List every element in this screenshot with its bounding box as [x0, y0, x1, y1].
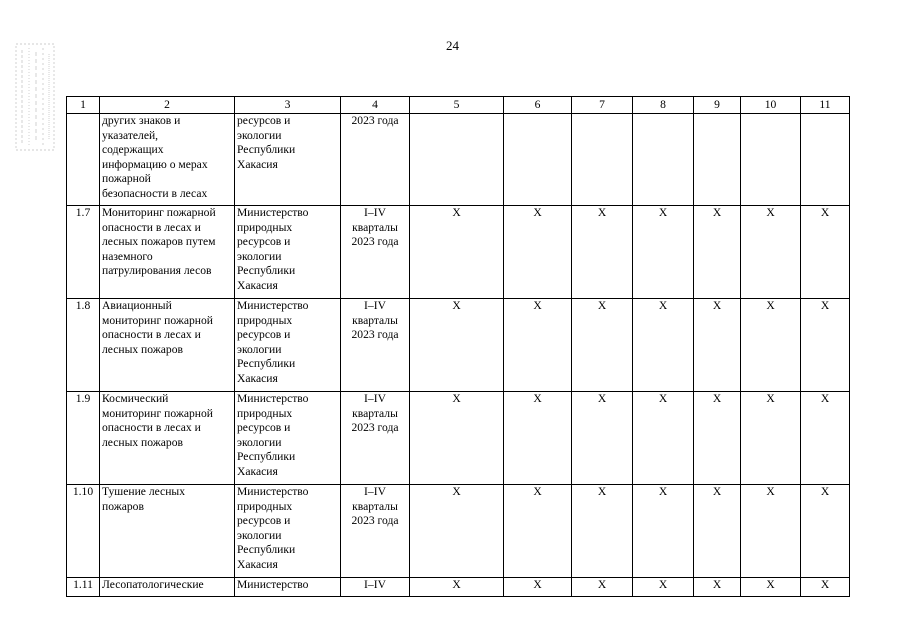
mark-cell-col-5: X [410, 485, 504, 578]
period-cell: I–IV кварталы 2023 года [341, 299, 410, 392]
mark-cell-col-11: X [801, 485, 850, 578]
mark-cell-col-11: X [801, 578, 850, 597]
row-number-cell: 1.7 [67, 206, 100, 299]
activity-name-cell: Тушение лесных пожаров [100, 485, 235, 578]
column-header-2: 2 [100, 97, 235, 114]
mark-cell-col-10: X [741, 485, 801, 578]
executor-cell: Министерство природных ресурсов и экологии Республики Хакасия [235, 485, 341, 578]
executor-cell: Министерство природных ресурсов и экологии Республики Хакасия [235, 299, 341, 392]
column-header-11: 11 [801, 97, 850, 114]
column-header-10: 10 [741, 97, 801, 114]
column-header-4: 4 [341, 97, 410, 114]
mark-cell-col-5: X [410, 578, 504, 597]
mark-cell-col-7: X [572, 485, 633, 578]
period-cell: I–IV кварталы 2023 года [341, 392, 410, 485]
mark-cell-col-6: X [504, 299, 572, 392]
plan-table [66, 96, 850, 597]
executor-cell: Министерство [235, 578, 341, 597]
mark-cell-col-9: X [694, 485, 741, 578]
period-cell: I–IV [341, 578, 410, 597]
mark-cell-col-9: X [694, 206, 741, 299]
mark-cell-col-10: X [741, 299, 801, 392]
period-cell: I–IV кварталы 2023 года [341, 206, 410, 299]
mark-cell-col-6: X [504, 392, 572, 485]
mark-cell-col-8 [633, 114, 694, 206]
period-cell: I–IV кварталы 2023 года [341, 485, 410, 578]
column-header-7: 7 [572, 97, 633, 114]
header-row [67, 97, 850, 114]
mark-cell-col-7: X [572, 392, 633, 485]
column-header-6: 6 [504, 97, 572, 114]
row-number-cell: 1.11 [67, 578, 100, 597]
row-number-cell [67, 114, 100, 206]
mark-cell-col-10: X [741, 578, 801, 597]
registration-stamp-mark [14, 42, 56, 152]
mark-cell-col-6: X [504, 485, 572, 578]
mark-cell-col-8: X [633, 206, 694, 299]
mark-cell-col-9 [694, 114, 741, 206]
mark-cell-col-7 [572, 114, 633, 206]
executor-cell: Министерство природных ресурсов и экологии Республики Хакасия [235, 206, 341, 299]
mark-cell-col-11: X [801, 299, 850, 392]
period-cell: 2023 года [341, 114, 410, 206]
activity-name-cell: Мониторинг пожарной опасности в лесах и лесных пожаров путем наземного патрулирования лесов [100, 206, 235, 299]
row-number-cell: 1.10 [67, 485, 100, 578]
mark-cell-col-5 [410, 114, 504, 206]
column-header-5: 5 [410, 97, 504, 114]
mark-cell-col-7: X [572, 299, 633, 392]
mark-cell-col-5: X [410, 392, 504, 485]
table-row [67, 114, 850, 206]
mark-cell-col-6: X [504, 206, 572, 299]
mark-cell-col-6 [504, 114, 572, 206]
mark-cell-col-9: X [694, 392, 741, 485]
activity-name-cell: Лесопатологические [100, 578, 235, 597]
column-header-9: 9 [694, 97, 741, 114]
executor-cell: ресурсов и экологии Республики Хакасия [235, 114, 341, 206]
mark-cell-col-7: X [572, 578, 633, 597]
activity-name-cell: других знаков и указателей, содержащих информацию о мерах пожарной безопасности в лесах [100, 114, 235, 206]
mark-cell-col-6: X [504, 578, 572, 597]
row-number-cell: 1.8 [67, 299, 100, 392]
activity-name-cell: Авиационный мониторинг пожарной опасности в лесах и лесных пожаров [100, 299, 235, 392]
row-number-cell: 1.9 [67, 392, 100, 485]
column-header-3: 3 [235, 97, 341, 114]
mark-cell-col-10 [741, 114, 801, 206]
page-number: 24 [446, 38, 459, 53]
table-row [67, 485, 850, 578]
mark-cell-col-8: X [633, 392, 694, 485]
mark-cell-col-5: X [410, 299, 504, 392]
table-row [67, 206, 850, 299]
mark-cell-col-10: X [741, 206, 801, 299]
mark-cell-col-11 [801, 114, 850, 206]
mark-cell-col-9: X [694, 299, 741, 392]
mark-cell-col-8: X [633, 485, 694, 578]
column-header-1: 1 [67, 97, 100, 114]
mark-cell-col-8: X [633, 299, 694, 392]
mark-cell-col-11: X [801, 206, 850, 299]
table-row [67, 392, 850, 485]
mark-cell-col-8: X [633, 578, 694, 597]
activity-name-cell: Космический мониторинг пожарной опасности в лесах и лесных пожаров [100, 392, 235, 485]
executor-cell: Министерство природных ресурсов и экологии Республики Хакасия [235, 392, 341, 485]
mark-cell-col-10: X [741, 392, 801, 485]
mark-cell-col-7: X [572, 206, 633, 299]
mark-cell-col-5: X [410, 206, 504, 299]
column-header-8: 8 [633, 97, 694, 114]
table-row [67, 299, 850, 392]
mark-cell-col-11: X [801, 392, 850, 485]
table-row [67, 578, 850, 597]
mark-cell-col-9: X [694, 578, 741, 597]
